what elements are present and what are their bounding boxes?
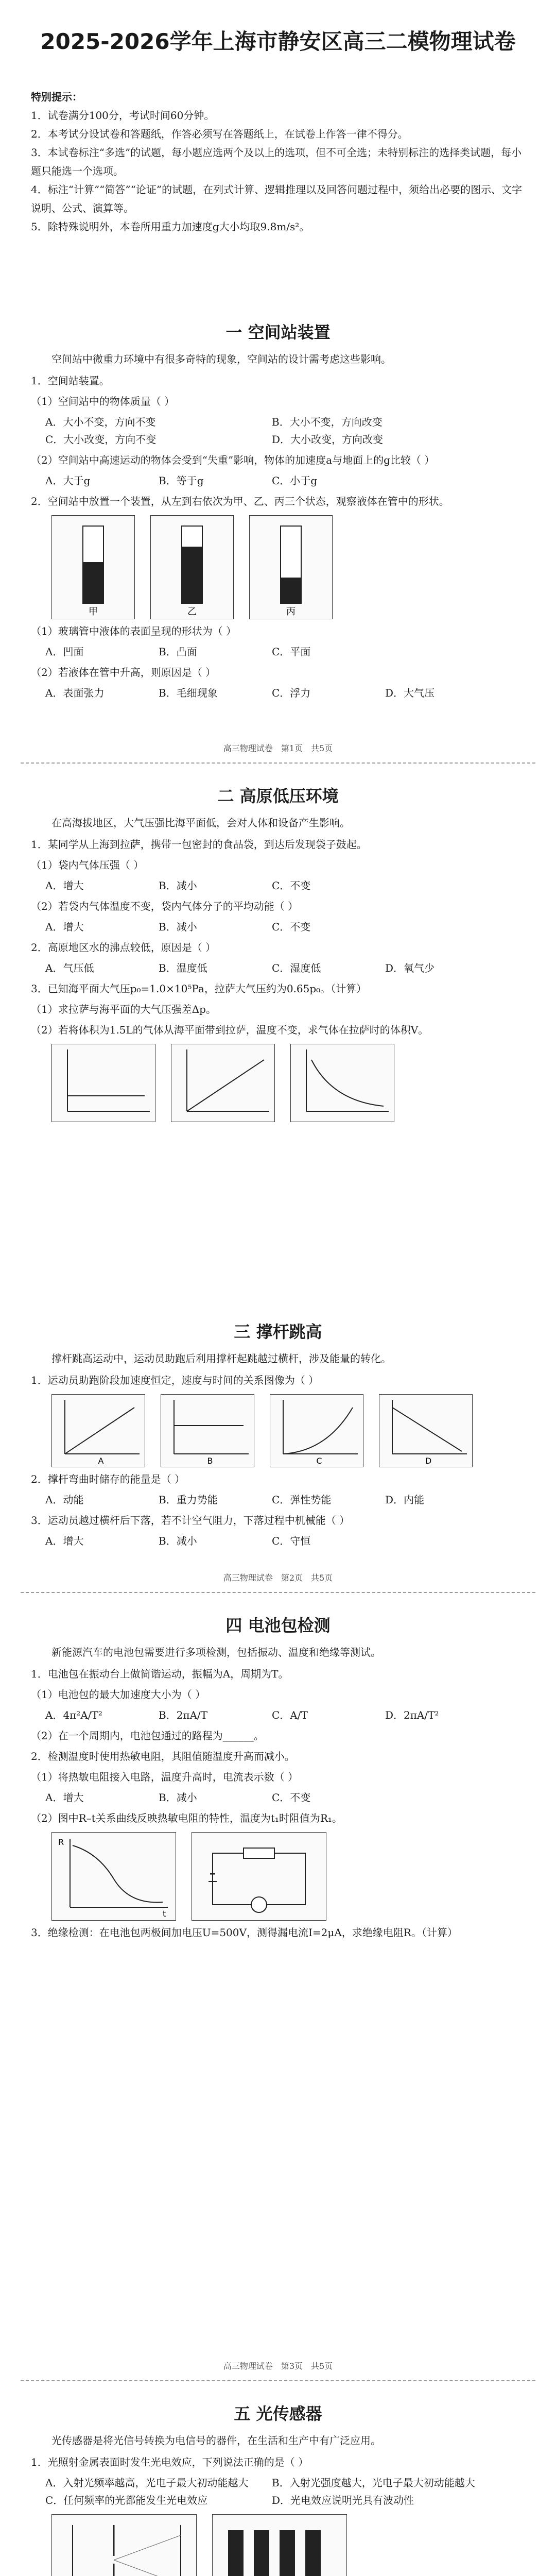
graph-figure <box>51 1044 155 1122</box>
graph-figure <box>290 1044 394 1122</box>
option: C．小于g <box>272 474 318 487</box>
sub-question: （1）将热敏电阻接入电路，温度升高时，电流表示数（ ） <box>31 1771 299 1783</box>
sub-question: （1）袋内气体压强（ ） <box>31 859 144 871</box>
sub-question: （1）电池包的最大加速度大小为（ ） <box>31 1688 206 1701</box>
option: A．动能 <box>45 1494 84 1506</box>
option-label: D <box>425 1456 432 1466</box>
option: C．湿度低 <box>272 962 321 974</box>
option: A．大于g <box>45 474 91 487</box>
sub-question: （2）若袋内气体温度不变，袋内气体分子的平均动能（ ） <box>31 900 299 912</box>
section-intro: 在高海拔地区，大气压强比海平面低，会对人体和设备产生影响。 <box>51 817 350 829</box>
option: C．守恒 <box>272 1535 311 1547</box>
options <box>31 918 525 936</box>
section-intro: 空间站中微重力环境中有很多奇特的现象，空间站的设计需考虑这些影响。 <box>51 353 391 365</box>
option: A．增大 <box>45 1791 84 1804</box>
section-5 <box>31 2401 525 2576</box>
page-footer: 高三物理试卷 第2页 共5页 <box>223 1573 333 1583</box>
option: B．减小 <box>159 879 197 892</box>
notice-heading: 特别提示： <box>31 91 82 103</box>
option: D．光电效应说明光具有波动性 <box>272 2494 414 2506</box>
section-intro: 撑杆跳高运动中，运动员助跑后利用撑杆起跳越过横杆，涉及能量的转化。 <box>51 1352 391 1365</box>
options <box>31 643 525 660</box>
question: 2．高原地区水的沸点较低，原因是（ ） <box>31 941 216 954</box>
option: D．氧气少 <box>385 962 435 974</box>
options <box>31 1706 525 1724</box>
sub-question: （2）空间站中高速运动的物体会受到“失重”影响，物体的加速度a与地面上的g比较（ ） <box>31 454 435 466</box>
tube-figure <box>150 515 234 619</box>
page-divider <box>21 2380 535 2381</box>
page-divider <box>21 762 535 764</box>
question: 1．光照射金属表面时发生光电效应，下列说法正确的是（ ） <box>31 2456 309 2468</box>
sub-question: （1）求拉萨与海平面的大气压强差Δp。 <box>31 1003 216 1015</box>
question: 2．空间站中放置一个装置，从左到右依次为甲、乙、丙三个状态，观察液体在管中的形状。 <box>31 495 449 507</box>
sub-question: （2）若液体在管中升高，则原因是（ ） <box>31 666 216 679</box>
option: A．表面张力 <box>45 687 105 699</box>
notice-item: 3．本试卷标注“多选”的试题，每小题应选两个及以上的选项，但不可全选；未特别标注的选择类试题，每小题只能选一个选项。 <box>31 146 522 177</box>
figure-label: 甲 <box>89 606 98 617</box>
option: B．等于g <box>159 474 204 487</box>
section-title: 四 电池包检测 <box>225 1616 331 1635</box>
sub-question: （1）空间站中的物体质量（ ） <box>31 395 175 408</box>
option: C．平面 <box>272 646 311 658</box>
vt-graphs <box>51 1394 525 1467</box>
notice-block <box>31 88 525 236</box>
question: 3．绝缘检测：在电池包两极间加电压U=500V，测得漏电流I=2μA，求绝缘电阻R。（计算） <box>31 1926 458 1939</box>
options <box>31 1532 525 1550</box>
option: B．毛细现象 <box>159 687 218 699</box>
notice-item: 4．标注“计算”“简答”“论证”的试题，在列式计算、逻辑推理以及回答问题过程中，须给出必要的图示、文字说明、公式、演算等。 <box>31 183 523 214</box>
vt-graph <box>379 1394 473 1467</box>
rt-figures <box>51 1832 525 1921</box>
vt-graph <box>270 1394 363 1467</box>
fringe-figure <box>212 2514 347 2576</box>
section-intro: 光传感器是将光信号转换为电信号的器件，在生活和生产中有广泛应用。 <box>51 2434 381 2447</box>
option: A．入射光频率越高，光电子最大初动能越大 <box>45 2477 249 2489</box>
graph-figure <box>171 1044 275 1122</box>
option: C．不变 <box>272 921 311 933</box>
option-label: C <box>316 1456 322 1466</box>
section-title: 五 光传感器 <box>234 2404 322 2424</box>
option: D．大气压 <box>385 687 435 699</box>
interference-figure <box>51 2514 197 2576</box>
option: A．增大 <box>45 879 84 892</box>
option: A．大小不变，方向不变 <box>45 416 156 428</box>
axis-label: t <box>163 1909 166 1919</box>
question: 3．运动员越过横杆后下落，若不计空气阻力，下落过程中机械能（ ） <box>31 1514 350 1527</box>
option: C．不变 <box>272 1791 311 1804</box>
section-1 <box>31 319 525 702</box>
option: A．气压低 <box>45 962 94 974</box>
vt-graph <box>161 1394 254 1467</box>
sub-question: （2）在一个周期内，电池包通过的路程为______。 <box>31 1730 264 1742</box>
exam-title: 2025-2026学年上海市静安区高三二模物理试卷 <box>40 29 516 54</box>
option: C．浮力 <box>272 687 311 699</box>
question: 1．空间站装置。 <box>31 375 110 387</box>
option: C．不变 <box>272 879 311 892</box>
figure-label: 丙 <box>286 606 296 617</box>
option: B．重力势能 <box>159 1494 218 1506</box>
option: D．大小改变，方向改变 <box>272 433 384 446</box>
section-title: 三 撑杆跳高 <box>234 1322 322 1342</box>
axis-label: R <box>58 1837 64 1847</box>
sub-question: （2）若将体积为1.5L的气体从海平面带到拉萨，温度不变，求气体在拉萨时的体积V。 <box>31 1024 429 1036</box>
option: C．大小改变，方向不变 <box>45 433 157 446</box>
option: C．弹性势能 <box>272 1494 332 1506</box>
option: A．增大 <box>45 1535 84 1547</box>
option: A．增大 <box>45 921 84 933</box>
tube-figure <box>51 515 135 619</box>
section-4 <box>31 1613 525 1944</box>
figure-label: 乙 <box>187 606 197 617</box>
option: B．入射光强度越大，光电子最大初动能越大 <box>272 2477 475 2489</box>
vt-graph <box>51 1394 145 1467</box>
option: B．减小 <box>159 1535 197 1547</box>
option: C．任何频率的光都能发生光电效应 <box>45 2494 208 2506</box>
option: A．4π²A/T² <box>45 1709 102 1721</box>
section-intro: 新能源汽车的电池包需要进行多项检测，包括振动、温度和绝缘等测试。 <box>51 1646 381 1658</box>
section-title: 一 空间站装置 <box>225 323 331 342</box>
option: B．温度低 <box>159 962 207 974</box>
option: B．减小 <box>159 921 197 933</box>
option: D．2πA/T² <box>385 1709 439 1721</box>
options <box>31 413 525 448</box>
options <box>31 472 525 489</box>
options <box>31 684 525 702</box>
option: B．凸面 <box>159 646 197 658</box>
option-label: B <box>207 1456 213 1466</box>
option: B．减小 <box>159 1791 197 1804</box>
page-divider <box>21 1592 535 1593</box>
option-label: A <box>98 1456 104 1466</box>
notice-item: 5．除特殊说明外，本卷所用重力加速度g大小均取9.8m/s²。 <box>31 221 310 233</box>
section-2 <box>31 783 525 1125</box>
options <box>31 2474 525 2509</box>
tube-figure <box>249 515 333 619</box>
question: 3．已知海平面大气压p₀=1.0×10⁵Pa，拉萨大气压约为0.65p₀。（计算） <box>31 982 367 995</box>
graph-figures <box>51 1044 525 1122</box>
question: 1．电池包在振动台上做简谐运动，振幅为A，周期为T。 <box>31 1668 289 1680</box>
question: 1．运动员助跑阶段加速度恒定，速度与时间的关系图像为（ ） <box>31 1374 319 1386</box>
page-footer: 高三物理试卷 第3页 共5页 <box>223 2361 333 2371</box>
page-footer: 高三物理试卷 第1页 共5页 <box>223 743 333 753</box>
section-title: 二 高原低压环境 <box>217 786 339 806</box>
section-3 <box>31 1319 525 1550</box>
options <box>31 877 525 894</box>
option: B．2πA/T <box>159 1709 208 1721</box>
question: 2．撑杆弯曲时储存的能量是（ ） <box>31 1473 185 1485</box>
option: A．凹面 <box>45 646 84 658</box>
circuit-figure <box>192 1832 326 1921</box>
sub-question: （1）玻璃管中液体的表面呈现的形状为（ ） <box>31 625 237 637</box>
sub-question: （2）图中R–t关系曲线反映热敏电阻的特性，温度为t₁时阻值为R₁。 <box>31 1812 342 1824</box>
question: 1．某同学从上海到拉萨，携带一包密封的食品袋，到达后发现袋子鼓起。 <box>31 838 367 851</box>
tube-figures <box>51 515 525 619</box>
options <box>31 1491 525 1509</box>
notice-item: 1．试卷满分100分，考试时间60分钟。 <box>31 109 215 122</box>
options <box>31 959 525 977</box>
question: 2．检测温度时使用热敏电阻，其阻值随温度升高而减小。 <box>31 1750 295 1762</box>
rt-graph <box>51 1832 176 1921</box>
option: D．内能 <box>385 1494 425 1506</box>
options <box>31 1789 525 1806</box>
option: C．A/T <box>272 1709 308 1721</box>
notice-item: 2．本考试分设试卷和答题纸，作答必须写在答题纸上，在试卷上作答一律不得分。 <box>31 128 408 140</box>
optics-figures <box>51 2514 525 2576</box>
option: B．大小不变，方向改变 <box>272 416 383 428</box>
